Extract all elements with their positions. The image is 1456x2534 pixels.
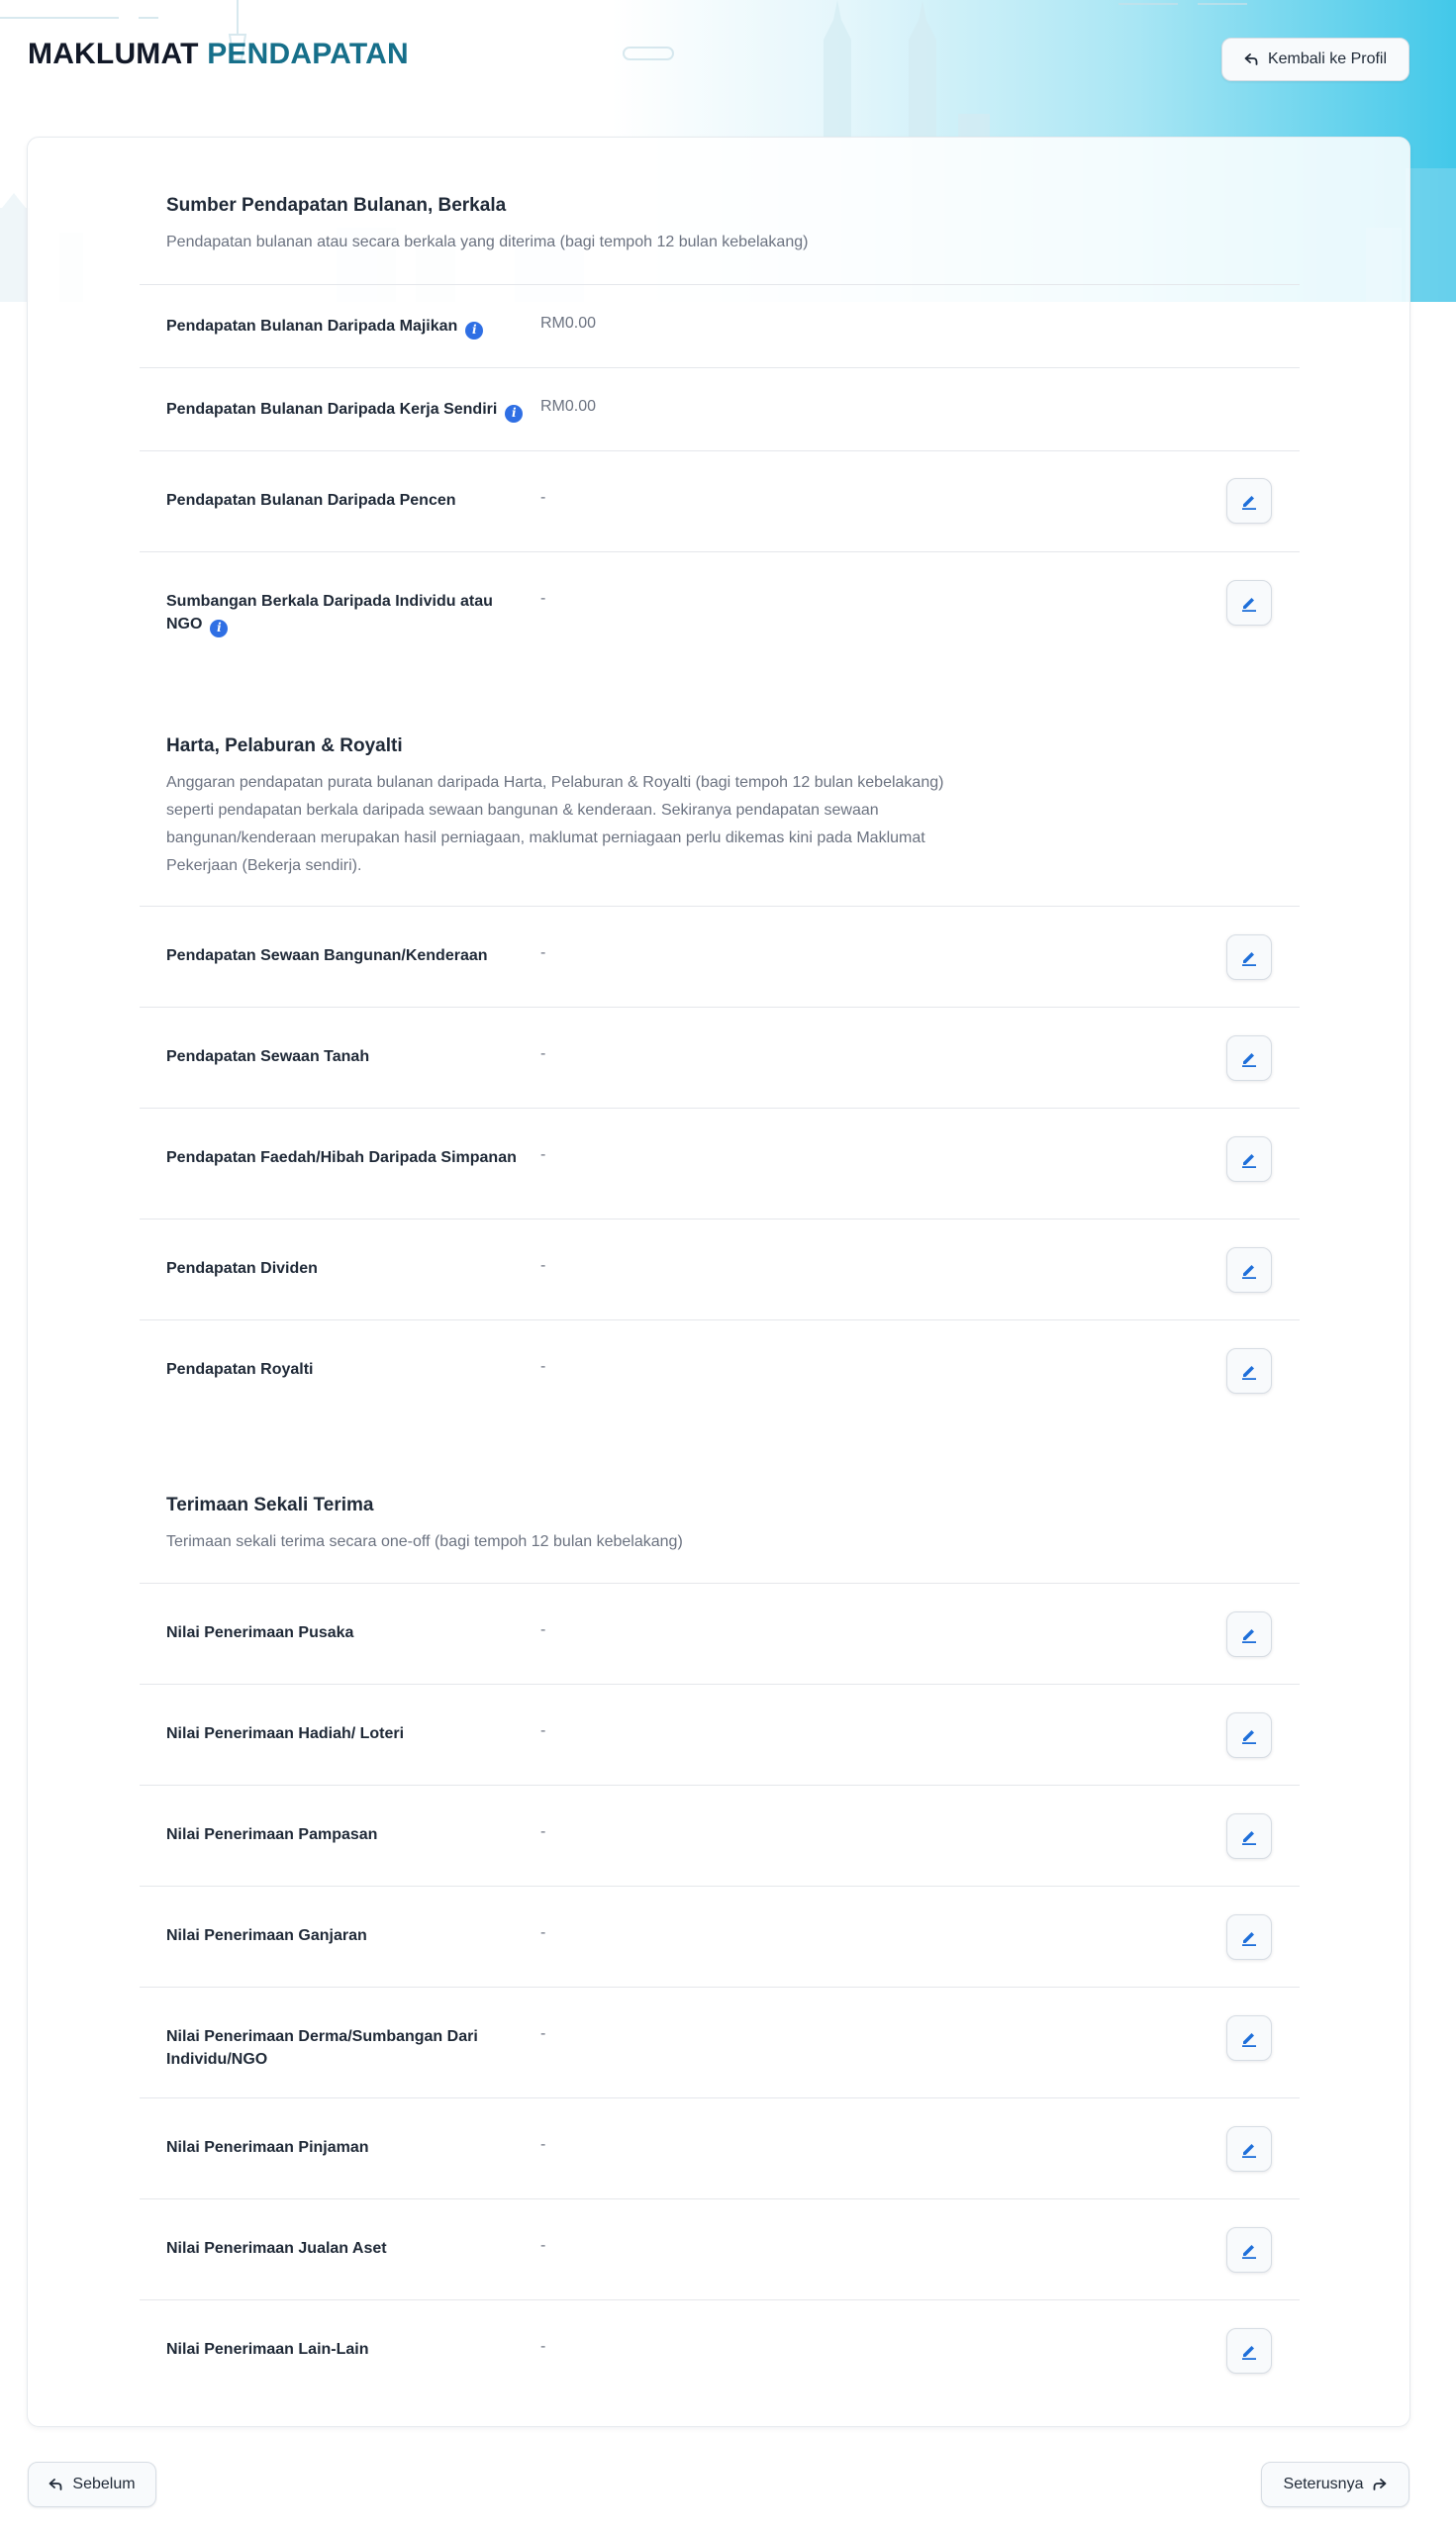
row-value: RM0.00 <box>540 315 597 332</box>
section-description: Terimaan sekali terima secara one-off (bagi tempoh 12 bulan kebelakang) <box>166 1533 683 1550</box>
income-row-savings-interest <box>140 1108 1300 1218</box>
income-row-pension <box>140 450 1300 551</box>
edit-button[interactable] <box>1226 2227 1272 2273</box>
row-value: RM0.00 <box>540 398 597 415</box>
edit-button[interactable] <box>1226 1712 1272 1758</box>
row-label: Nilai Penerimaan Pinjaman <box>166 2139 369 2156</box>
pencil-edit-icon <box>1239 593 1259 613</box>
pencil-edit-icon <box>1239 947 1259 967</box>
income-row-donation <box>140 1987 1300 2097</box>
section-monthly-header <box>166 195 978 256</box>
row-value: - <box>540 1358 546 1375</box>
edit-button[interactable] <box>1226 934 1272 980</box>
row-label: Nilai Penerimaan Hadiah/ Loteri <box>166 1725 405 1742</box>
edit-button[interactable] <box>1226 2015 1272 2061</box>
row-label: Nilai Penerimaan Lain-Lain <box>166 2341 369 2358</box>
section-oneoff-header <box>166 1495 978 1556</box>
edit-button[interactable] <box>1226 2328 1272 2374</box>
forward-arrow-icon <box>1373 2478 1387 2491</box>
income-row-reward <box>140 1886 1300 1987</box>
row-label: Pendapatan Bulanan Daripada Kerja Sendiri i <box>166 398 562 423</box>
section-title: Sumber Pendapatan Bulanan, Berkala <box>166 195 507 216</box>
reply-arrow-icon <box>49 2478 62 2491</box>
row-label: Nilai Penerimaan Pampasan <box>166 1826 378 1843</box>
section-title: Harta, Pelaburan & Royalti <box>166 735 403 756</box>
info-icon[interactable]: i <box>465 322 483 340</box>
page-title-main: MAKLUMAT <box>28 38 199 70</box>
income-row-compensation <box>140 1785 1300 1886</box>
edit-button[interactable] <box>1226 1611 1272 1657</box>
pencil-edit-icon <box>1239 1624 1259 1644</box>
row-value: - <box>540 489 546 506</box>
back-to-profile-button[interactable] <box>1221 38 1409 81</box>
row-value: - <box>540 1045 546 1062</box>
income-row-inheritance <box>140 1583 1300 1684</box>
row-value: - <box>540 944 546 961</box>
info-icon[interactable]: i <box>505 405 523 423</box>
edit-button[interactable] <box>1226 1914 1272 1960</box>
next-label: Seterusnya <box>1283 2476 1364 2492</box>
section-title: Terimaan Sekali Terima <box>166 1495 374 1515</box>
row-label: Pendapatan Faedah/Hibah Daripada Simpanan <box>166 1149 517 1166</box>
income-row-others <box>140 2299 1300 2400</box>
row-label: Pendapatan Royalti <box>166 1361 314 1378</box>
page-title <box>28 38 409 71</box>
pencil-edit-icon <box>1239 1927 1259 1947</box>
row-label: Pendapatan Sewaan Tanah <box>166 1048 370 1065</box>
row-value: - <box>540 1146 546 1163</box>
row-value: - <box>540 590 546 607</box>
row-label: Pendapatan Dividen <box>166 1260 318 1277</box>
row-value: - <box>540 1823 546 1840</box>
page-title-accent: PENDAPATAN <box>207 38 409 70</box>
row-label: Pendapatan Sewaan Bangunan/Kenderaan <box>166 947 488 964</box>
edit-button[interactable] <box>1226 1247 1272 1293</box>
section-description: Pendapatan bulanan atau secara berkala yang diterima (bagi tempoh 12 bulan kebelakang) <box>166 234 809 250</box>
previous-label: Sebelum <box>72 2476 136 2492</box>
edit-button[interactable] <box>1226 580 1272 626</box>
pencil-edit-icon <box>1239 2028 1259 2048</box>
row-label: Sumbangan Berkala Daripada Individu atau NGO i <box>166 590 523 637</box>
income-row-dividend <box>140 1218 1300 1319</box>
income-row-ngo-contribution <box>140 551 1300 652</box>
pencil-edit-icon <box>1239 2139 1259 2159</box>
income-card <box>27 137 1410 2427</box>
row-label: Pendapatan Bulanan Daripada Pencen <box>166 492 456 509</box>
row-value: - <box>540 1924 546 1941</box>
row-label: Nilai Penerimaan Ganjaran <box>166 1927 367 1944</box>
pencil-edit-icon <box>1239 1149 1259 1169</box>
row-value: - <box>540 2338 546 2355</box>
previous-button[interactable] <box>28 2462 156 2507</box>
pencil-edit-icon <box>1239 1260 1259 1280</box>
row-value: - <box>540 2025 546 2042</box>
edit-button[interactable] <box>1226 1035 1272 1081</box>
pencil-edit-icon <box>1239 1048 1259 1068</box>
reply-arrow-icon <box>1244 52 1258 66</box>
row-value: - <box>540 2136 546 2153</box>
next-button[interactable] <box>1261 2462 1409 2507</box>
back-to-profile-label: Kembali ke Profil <box>1267 50 1388 67</box>
row-label: Nilai Penerimaan Pusaka <box>166 1624 354 1641</box>
income-row-employer <box>140 284 1300 367</box>
row-label: Pendapatan Bulanan Daripada Majikan i <box>166 315 523 340</box>
pencil-edit-icon <box>1239 2240 1259 2260</box>
row-label: Nilai Penerimaan Jualan Aset <box>166 2240 387 2257</box>
pencil-edit-icon <box>1239 1361 1259 1381</box>
income-row-gift-lottery <box>140 1684 1300 1785</box>
row-value: - <box>540 1257 546 1274</box>
pencil-edit-icon <box>1239 1826 1259 1846</box>
pencil-edit-icon <box>1239 2341 1259 2361</box>
pencil-edit-icon <box>1239 1725 1259 1745</box>
income-row-loan <box>140 2097 1300 2198</box>
income-row-self-employed <box>140 367 1300 450</box>
income-row-land-rental <box>140 1007 1300 1108</box>
edit-button[interactable] <box>1226 1813 1272 1859</box>
income-row-royalty <box>140 1319 1300 1420</box>
edit-button[interactable] <box>1226 1136 1272 1182</box>
info-icon[interactable]: i <box>210 620 228 637</box>
section-description: Anggaran pendapatan purata bulanan daripada Harta, Pelaburan & Royalti (bagi tempoh 12 bulan kebelakang) seperti pendapatan berkala daripada sewaan bangunan & kenderaan. Sekiranya pendapatan sewaan bangunan/kenderaan merupakan hasil perniagaan, maklumat perniagaan perlu dikemas kini pada Maklumat Pekerjaan (Bekerja sendiri). <box>166 774 944 874</box>
row-value: - <box>540 1722 546 1739</box>
pencil-edit-icon <box>1239 491 1259 511</box>
section-assets-header <box>166 735 978 880</box>
income-row-asset-sale <box>140 2198 1300 2299</box>
row-value: - <box>540 2237 546 2254</box>
row-label: Nilai Penerimaan Derma/Sumbangan Dari Individu/NGO <box>166 2028 478 2068</box>
row-value: - <box>540 1621 546 1638</box>
income-row-building-rental <box>140 906 1300 1007</box>
edit-button[interactable] <box>1226 478 1272 524</box>
edit-button[interactable] <box>1226 2126 1272 2172</box>
edit-button[interactable] <box>1226 1348 1272 1394</box>
